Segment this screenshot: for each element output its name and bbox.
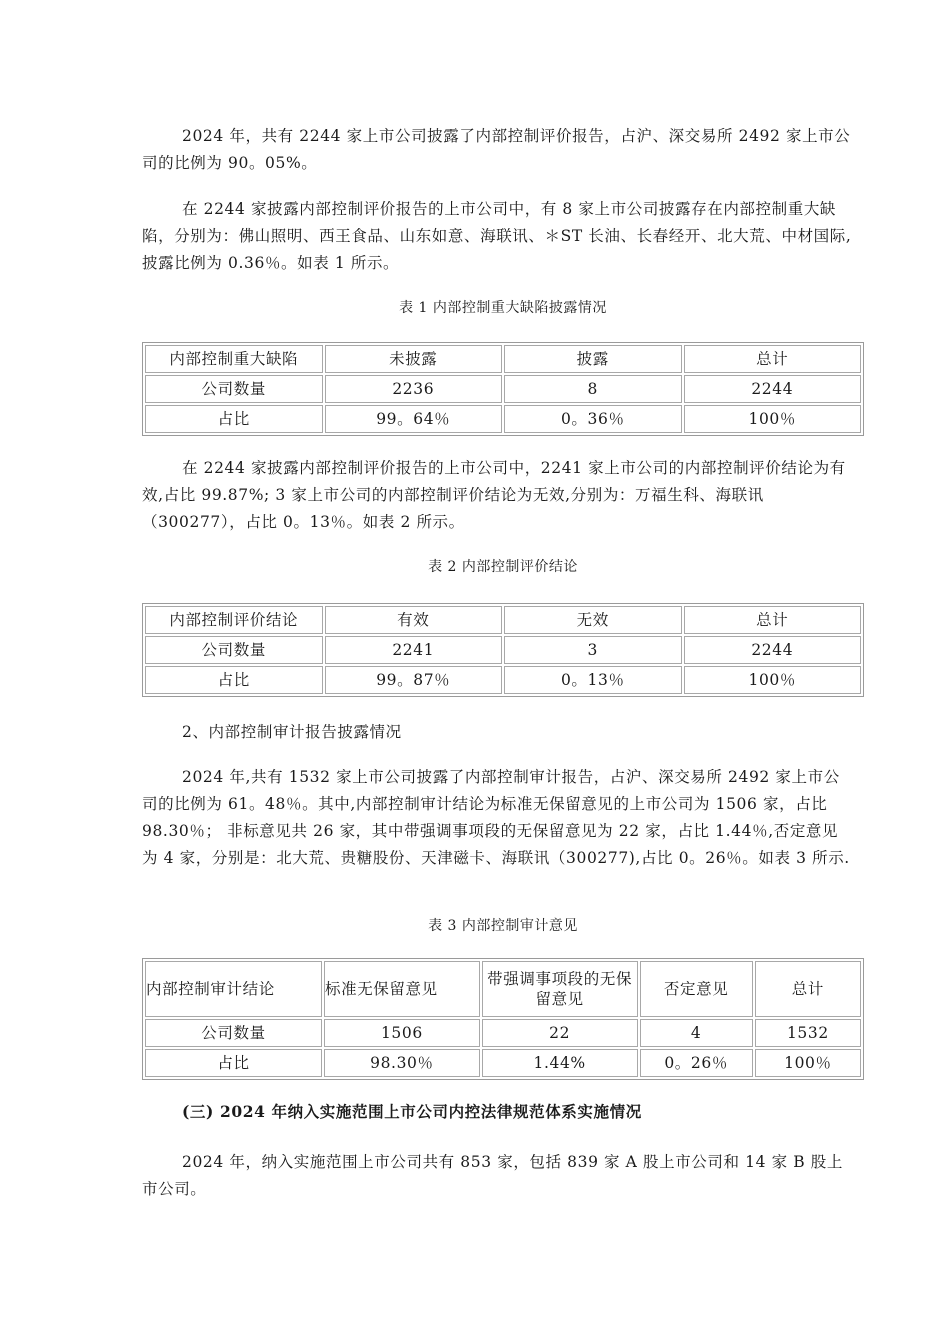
table-header-cell: 标准无保留意见 bbox=[324, 961, 480, 1017]
table-header-cell: 总计 bbox=[684, 345, 862, 373]
table-cell: 1532 bbox=[755, 1019, 861, 1047]
table-header-cell: 带强调事项段的无保留意见 bbox=[482, 961, 638, 1017]
table-header-cell: 披露 bbox=[504, 345, 682, 373]
table-cell: 100％ bbox=[755, 1049, 861, 1077]
table-cell: 占比 bbox=[145, 405, 323, 433]
table-header-cell: 有效 bbox=[325, 606, 503, 634]
table-cell: 0。36％ bbox=[504, 405, 682, 433]
paragraph-major-deficiency: 在 2244 家披露内部控制评价报告的上市公司中，有 8 家上市公司披露存在内部控制重大缺陷，分别为：佛山照明、西王食品、山东如意、海联讯、＊ST 长油、长春经开、北大荒、中材国际,披露比例为 0.36％。如表 1 所示。 bbox=[142, 200, 852, 272]
table-cell: 2241 bbox=[325, 636, 503, 664]
table3-caption: 表 3 内部控制审计意见 bbox=[428, 918, 578, 934]
table1-major-deficiency bbox=[142, 342, 864, 436]
table-cell: 8 bbox=[504, 375, 682, 403]
table-cell: 2244 bbox=[684, 636, 862, 664]
table-cell: 1.44% bbox=[482, 1049, 638, 1077]
table-header-cell: 内部控制评价结论 bbox=[145, 606, 323, 634]
table-row bbox=[145, 666, 861, 694]
paragraph-evaluation-conclusion: 在 2244 家披露内部控制评价报告的上市公司中，2241 家上市公司的内部控制评价结论为有效,占比 99.87%; 3 家上市公司的内部控制评价结论为无效,分别为：万福生科、海联讯（300277），占比 0。13％。如表 2 所示。 bbox=[142, 459, 846, 531]
table-row bbox=[145, 1049, 861, 1077]
table-cell: 2244 bbox=[684, 375, 862, 403]
table-cell: 占比 bbox=[145, 1049, 322, 1077]
section-heading-audit-report: 2、内部控制审计报告披露情况 bbox=[182, 723, 402, 741]
table-cell: 占比 bbox=[145, 666, 323, 694]
table-row bbox=[145, 636, 861, 664]
table-row bbox=[145, 375, 861, 403]
table-header-row bbox=[145, 345, 861, 373]
table-header-cell: 总计 bbox=[755, 961, 861, 1017]
table-cell: 100％ bbox=[684, 666, 862, 694]
table-cell: 98.30％ bbox=[324, 1049, 480, 1077]
table2-caption: 表 2 内部控制评价结论 bbox=[428, 559, 578, 575]
table-cell: 22 bbox=[482, 1019, 638, 1047]
table-header-cell: 未披露 bbox=[325, 345, 503, 373]
table-header-cell: 无效 bbox=[504, 606, 682, 634]
section-heading-implementation: (三) 2024 年纳入实施范围上市公司内控法律规范体系实施情况 bbox=[182, 1102, 642, 1121]
table-cell: 3 bbox=[504, 636, 682, 664]
table-cell: 公司数量 bbox=[145, 636, 323, 664]
table-header-row bbox=[145, 961, 861, 1017]
table-cell: 0。26％ bbox=[640, 1049, 753, 1077]
paragraph-implementation-scope: 2024 年，纳入实施范围上市公司共有 853 家，包括 839 家 A 股上市公司和 14 家 B 股上市公司。 bbox=[142, 1153, 843, 1198]
table3-audit-opinion bbox=[142, 958, 864, 1080]
table1-caption: 表 1 内部控制重大缺陷披露情况 bbox=[399, 300, 607, 316]
table-cell: 1506 bbox=[324, 1019, 480, 1047]
table-cell: 100％ bbox=[684, 405, 862, 433]
table-row bbox=[145, 405, 861, 433]
paragraph-evaluation-report-disclosure: 2024 年，共有 2244 家上市公司披露了内部控制评价报告，占沪、深交易所 2492 家上市公司的比例为 90。05%。 bbox=[142, 127, 851, 172]
table-header-cell: 内部控制重大缺陷 bbox=[145, 345, 323, 373]
table-cell: 公司数量 bbox=[145, 375, 323, 403]
table-row bbox=[145, 1019, 861, 1047]
table-cell: 公司数量 bbox=[145, 1019, 322, 1047]
table2-evaluation-conclusion bbox=[142, 603, 864, 697]
table-header-cell: 总计 bbox=[684, 606, 862, 634]
table-header-cell: 内部控制审计结论 bbox=[145, 961, 322, 1017]
table-cell: 0。13％ bbox=[504, 666, 682, 694]
table-header-row bbox=[145, 606, 861, 634]
table-cell: 4 bbox=[640, 1019, 753, 1047]
paragraph-audit-report-disclosure: 2024 年,共有 1532 家上市公司披露了内部控制审计报告，占沪、深交易所 2492 家上市公司的比例为 61。48％。其中,内部控制审计结论为标准无保留意见的上市公司为 1506 家，占比 98.30％； 非标意见共 26 家，其中带强调事项段的无保留意见为 22 家，占比 1.44％,否定意见为 4 家，分别是：北大荒、贵糖股份、天津磁卡、海联讯（300277),占比 0。26％。如表 3 所示. bbox=[142, 768, 850, 867]
table-cell: 99。64％ bbox=[325, 405, 503, 433]
table-cell: 2236 bbox=[325, 375, 503, 403]
table-header-cell: 否定意见 bbox=[640, 961, 753, 1017]
table-cell: 99。87％ bbox=[325, 666, 503, 694]
